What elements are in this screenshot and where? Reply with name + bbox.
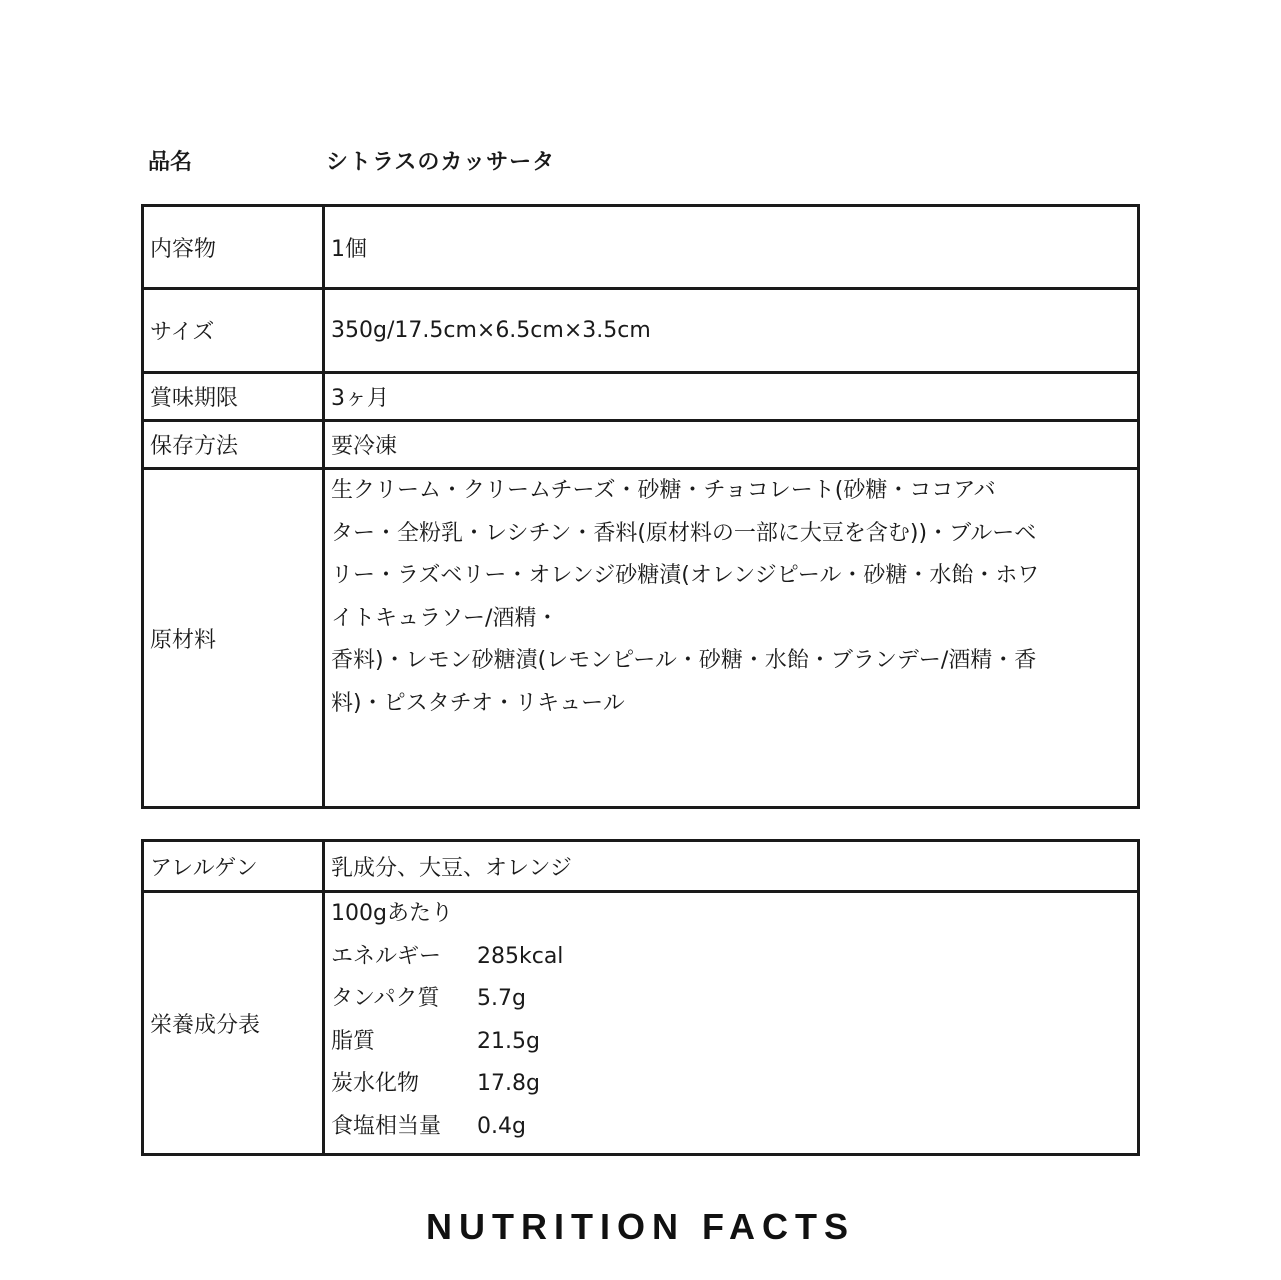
nutrition-item-name: 脂質 [331,1028,376,1054]
content-label: 内容物 [143,206,324,289]
product-spec-table [141,204,1140,809]
table-row [143,289,1139,373]
nutrition-item-value: 5.7g [477,986,526,1011]
product-name-value: シトラスのカッサータ [326,150,556,175]
nutrition-item-value: 21.5g [477,1028,540,1054]
allergen-value: 乳成分、大豆、オレンジ [324,841,1139,892]
footer-title: NUTRITION FACTS [426,1206,855,1247]
nutrition-item-value: 17.8g [477,1071,540,1096]
product-name-row [148,146,1138,180]
table-row [143,206,1139,289]
table-row [143,841,1139,892]
nutrition-item-name: 食塩相当量 [331,1113,442,1139]
nutrition-item-name: エネルギー [331,943,442,969]
ingredients-value [324,469,1139,808]
table-row [143,892,1139,1155]
ingredients-line: 料)・ピスタチオ・リキュール [331,690,625,716]
table-row [143,373,1139,421]
nutrition-per: 100gあたり [331,901,453,926]
product-name-label: 品名 [148,150,193,175]
nutrition-item [331,1021,1131,1064]
ingredients-line: 生クリーム・クリームチーズ・砂糖・チョコレート(砂糖・ココアバ [331,478,996,503]
ingredients-line: 香料)・レモン砂糖漬(レモンピール・砂糖・水飴・ブランデー/酒精・香 [331,648,1037,673]
nutrition-value [324,892,1139,1155]
ingredients-line: イトキュラソー/酒精・ [331,605,559,631]
content-value: 1個 [324,206,1139,289]
ingredients-line: ター・全粉乳・レシチン・香料(原材料の一部に大豆を含む))・ブルーベ [331,520,1037,546]
size-label: サイズ [143,289,324,373]
storage-value: 要冷凍 [324,421,1139,469]
nutrition-item-name: 炭水化物 [331,1071,420,1096]
allergen-label: アレルゲン [143,841,324,892]
nutrition-item-value: 285kcal [477,943,564,969]
size-value: 350g/17.5cm×6.5cm×3.5cm [324,289,1139,373]
expiry-value: 3ヶ月 [324,373,1139,421]
expiry-label: 賞味期限 [143,373,324,421]
nutrition-item [331,978,1131,1021]
table-row [143,421,1139,469]
storage-label: 保存方法 [143,421,324,469]
nutrition-item [331,936,1131,979]
allergen-nutrition-table [141,839,1140,1156]
ingredients-label: 原材料 [143,469,324,808]
table-row [143,469,1139,808]
ingredients-line: リー・ラズベリー・オレンジ砂糖漬(オレンジピール・砂糖・水飴・ホワ [331,563,1040,588]
nutrition-label: 栄養成分表 [143,892,324,1155]
nutrition-item [331,1106,1131,1149]
nutrition-item-value: 0.4g [477,1113,526,1139]
nutrition-item [331,1063,1131,1106]
nutrition-item-name: タンパク質 [331,986,440,1011]
